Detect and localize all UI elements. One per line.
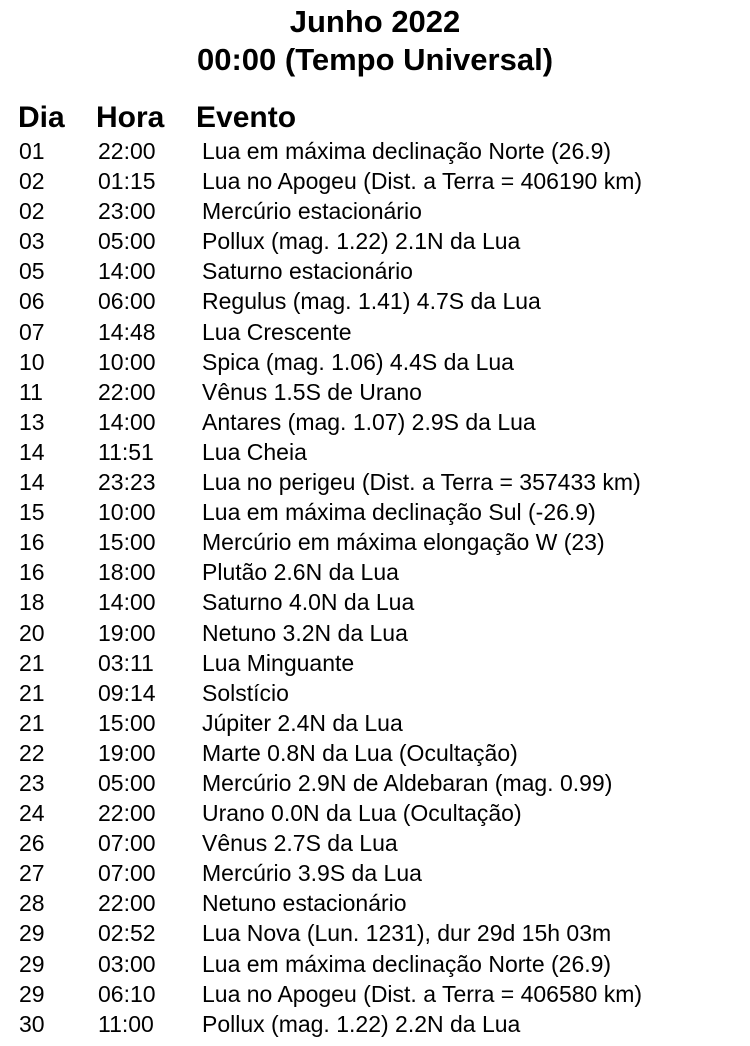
event-description: Mercúrio em máxima elongação W (23) xyxy=(202,529,605,556)
event-day: 14 xyxy=(19,469,45,496)
event-time: 06:10 xyxy=(98,980,156,1007)
event-time: 10:00 xyxy=(98,348,156,375)
table-row xyxy=(0,407,750,437)
event-description: Mercúrio estacionário xyxy=(202,198,422,225)
event-description: Lua no Apogeu (Dist. a Terra = 406190 km) xyxy=(202,168,643,195)
event-description: Lua Crescente xyxy=(202,318,352,345)
event-description: Marte 0.8N da Lua (Ocultação) xyxy=(202,739,518,766)
event-day: 02 xyxy=(19,168,45,195)
table-row xyxy=(0,828,750,858)
table-row xyxy=(0,708,750,738)
table-row xyxy=(0,618,750,648)
event-time: 01:15 xyxy=(98,168,156,195)
table-row xyxy=(0,768,750,798)
event-description: Lua Cheia xyxy=(202,438,307,465)
event-day: 01 xyxy=(19,138,45,164)
event-time: 14:00 xyxy=(98,258,156,285)
column-header-evento: Evento xyxy=(196,101,297,134)
event-day: 23 xyxy=(19,769,45,796)
event-description: Pollux (mag. 1.22) 2.2N da Lua xyxy=(202,1010,521,1037)
event-day: 28 xyxy=(19,890,45,917)
event-description: Vênus 1.5S de Urano xyxy=(202,378,422,405)
event-time: 03:00 xyxy=(98,950,156,977)
event-description: Júpiter 2.4N da Lua xyxy=(202,709,403,736)
event-day: 05 xyxy=(19,258,45,285)
table-row xyxy=(0,256,750,286)
event-description: Netuno 3.2N da Lua xyxy=(202,619,408,646)
table-row xyxy=(0,738,750,768)
event-day: 26 xyxy=(19,830,45,857)
column-header-dia: Dia xyxy=(18,101,65,134)
event-day: 30 xyxy=(19,1010,45,1037)
table-row xyxy=(0,587,750,617)
event-time: 07:00 xyxy=(98,860,156,887)
event-day: 03 xyxy=(19,228,45,255)
table-row xyxy=(0,557,750,587)
page-subtitle: 00:00 (Tempo Universal) xyxy=(196,42,554,77)
event-description: Lua em máxima declinação Norte (26.9) xyxy=(202,950,612,977)
event-time: 22:00 xyxy=(98,890,156,917)
event-description: Regulus (mag. 1.41) 4.7S da Lua xyxy=(202,288,541,315)
event-day: 29 xyxy=(19,950,45,977)
table-row xyxy=(0,888,750,918)
event-description: Plutão 2.6N da Lua xyxy=(202,559,399,586)
table-row xyxy=(0,798,750,828)
event-time: 05:00 xyxy=(98,769,156,796)
table-row xyxy=(0,136,750,166)
event-day: 27 xyxy=(19,860,45,887)
event-description: Mercúrio 2.9N de Aldebaran (mag. 0.99) xyxy=(202,769,613,796)
event-time: 15:00 xyxy=(98,709,156,736)
event-day: 22 xyxy=(19,739,45,766)
event-time: 07:00 xyxy=(98,830,156,857)
event-description: Pollux (mag. 1.22) 2.1N da Lua xyxy=(202,228,521,255)
event-description: Vênus 2.7S da Lua xyxy=(202,830,398,857)
event-day: 24 xyxy=(19,800,45,827)
table-row xyxy=(0,949,750,979)
events-table xyxy=(0,136,750,1039)
event-description: Urano 0.0N da Lua (Ocultação) xyxy=(202,800,522,827)
event-time: 05:00 xyxy=(98,228,156,255)
event-day: 20 xyxy=(19,619,45,646)
event-time: 10:00 xyxy=(98,499,156,526)
event-day: 13 xyxy=(19,408,45,435)
event-day: 29 xyxy=(19,980,45,1007)
event-time: 19:00 xyxy=(98,739,156,766)
table-row xyxy=(0,678,750,708)
event-day: 02 xyxy=(19,198,45,225)
event-description: Netuno estacionário xyxy=(202,890,407,917)
event-description: Spica (mag. 1.06) 4.4S da Lua xyxy=(202,348,514,375)
table-row xyxy=(0,527,750,557)
event-time: 23:00 xyxy=(98,198,156,225)
event-time: 14:48 xyxy=(98,318,156,345)
event-day: 16 xyxy=(19,529,45,556)
event-day: 21 xyxy=(19,679,45,706)
event-day: 07 xyxy=(19,318,45,345)
event-time: 22:00 xyxy=(98,138,156,164)
event-time: 06:00 xyxy=(98,288,156,315)
event-time: 18:00 xyxy=(98,559,156,586)
table-row xyxy=(0,166,750,196)
event-description: Lua Minguante xyxy=(202,649,355,676)
event-day: 15 xyxy=(19,499,45,526)
event-day: 14 xyxy=(19,438,45,465)
table-header xyxy=(0,100,750,136)
table-row xyxy=(0,226,750,256)
event-description: Saturno 4.0N da Lua xyxy=(202,589,415,616)
event-time: 11:00 xyxy=(98,1010,154,1037)
event-time: 15:00 xyxy=(98,529,156,556)
event-day: 29 xyxy=(19,920,45,947)
table-row xyxy=(0,286,750,316)
event-day: 21 xyxy=(19,709,45,736)
event-time: 11:51 xyxy=(98,438,154,465)
event-time: 22:00 xyxy=(98,800,156,827)
table-row xyxy=(0,317,750,347)
table-row xyxy=(0,467,750,497)
event-time: 23:23 xyxy=(98,469,156,496)
event-description: Solstício xyxy=(202,679,289,706)
table-row xyxy=(0,196,750,226)
table-row xyxy=(0,377,750,407)
table-row xyxy=(0,648,750,678)
event-day: 16 xyxy=(19,559,45,586)
event-time: 02:52 xyxy=(98,920,156,947)
table-row xyxy=(0,347,750,377)
event-description: Lua em máxima declinação Sul (-26.9) xyxy=(202,499,596,526)
event-description: Lua em máxima declinação Norte (26.9) xyxy=(202,138,612,164)
event-description: Lua no Apogeu (Dist. a Terra = 406580 km) xyxy=(202,980,643,1007)
event-time: 14:00 xyxy=(98,589,156,616)
table-row xyxy=(0,979,750,1009)
event-description: Lua Nova (Lun. 1231), dur 29d 15h 03m xyxy=(202,920,612,947)
table-row xyxy=(0,858,750,888)
event-description: Mercúrio 3.9S da Lua xyxy=(202,860,422,887)
event-time: 19:00 xyxy=(98,619,156,646)
event-day: 18 xyxy=(19,589,45,616)
event-day: 06 xyxy=(19,288,45,315)
table-row xyxy=(0,497,750,527)
event-time: 22:00 xyxy=(98,378,156,405)
event-description: Lua no perigeu (Dist. a Terra = 357433 km) xyxy=(202,469,641,496)
event-day: 11 xyxy=(19,378,43,405)
event-time: 09:14 xyxy=(98,679,156,706)
table-row xyxy=(0,437,750,467)
event-time: 03:11 xyxy=(98,649,154,676)
table-row xyxy=(0,918,750,948)
event-description: Antares (mag. 1.07) 2.9S da Lua xyxy=(202,408,536,435)
page-title: Junho 2022 xyxy=(289,4,461,39)
event-description: Saturno estacionário xyxy=(202,258,413,285)
table-row xyxy=(0,1009,750,1039)
event-day: 10 xyxy=(19,348,45,375)
event-day: 21 xyxy=(19,649,45,676)
event-time: 14:00 xyxy=(98,408,156,435)
column-header-hora: Hora xyxy=(96,101,165,134)
